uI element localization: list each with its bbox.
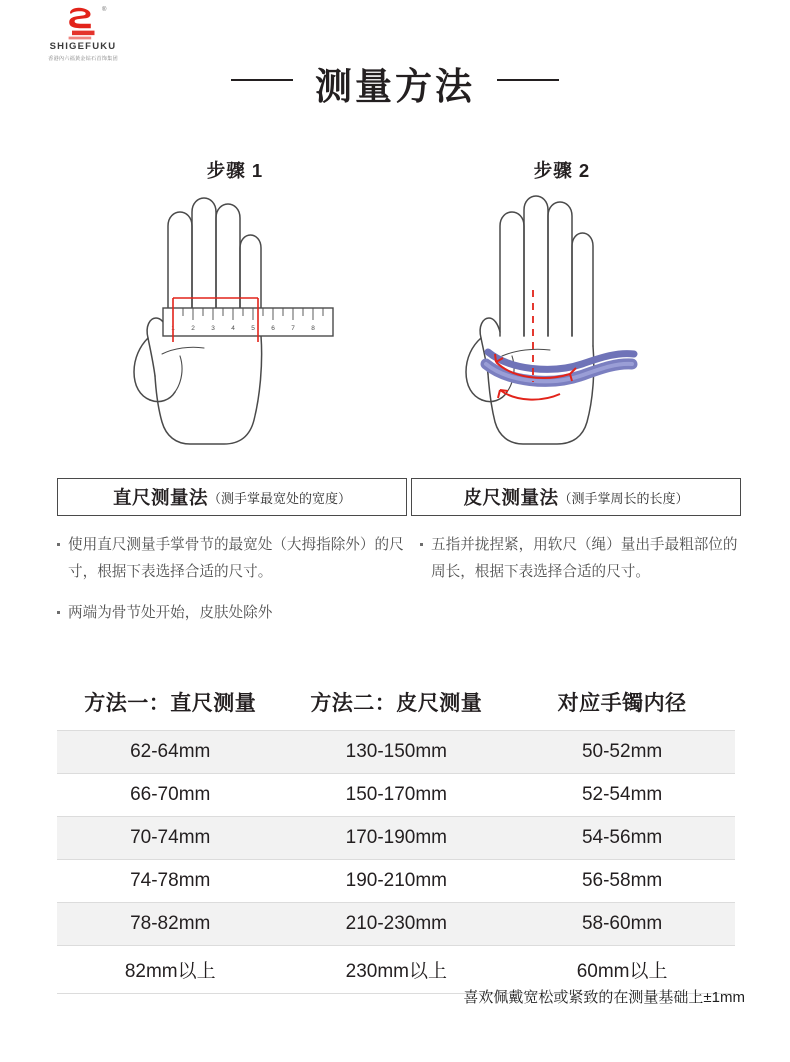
- svg-text:8: 8: [311, 325, 315, 332]
- table-header-cell: 方法一：直尺测量: [84, 692, 257, 715]
- step-2-label: 步骤 2: [533, 160, 591, 181]
- svg-text:4: 4: [231, 325, 235, 332]
- method-2-title: 皮尺测量法: [463, 487, 559, 508]
- table-cell: 130-150mm: [283, 731, 509, 774]
- method-2-note: （测手掌周长的长度）: [558, 490, 689, 506]
- method-1-note: （测手掌最宽处的宽度）: [208, 490, 352, 506]
- title-rule-left: [231, 79, 293, 81]
- method-1-bullets: [57, 532, 409, 641]
- title-rule-right: [497, 79, 559, 81]
- table-cell: 78-82mm: [57, 903, 283, 946]
- svg-text:2: 2: [191, 325, 195, 332]
- hand-with-tape-measure-illustration: [400, 186, 720, 456]
- table-cell: 170-190mm: [283, 817, 509, 860]
- table-cell: 190-210mm: [283, 860, 509, 903]
- table-cell: 66-70mm: [57, 774, 283, 817]
- table-cell: 56-58mm: [509, 860, 735, 903]
- step-1-label: 步骤 1: [206, 160, 264, 181]
- table-row: [57, 903, 735, 946]
- table-cell: 82mm以上: [57, 946, 283, 994]
- list-item: 使用直尺测量手掌骨节的最宽处（大拇指除外）的尺寸，根据下表选择合适的尺寸。: [57, 532, 409, 586]
- list-item: 两端为骨节处开始，皮肤处除外: [57, 600, 409, 627]
- table-header-cell: 对应手镯内径: [557, 692, 687, 715]
- method-1-box: [57, 478, 407, 516]
- table-cell: 54-56mm: [509, 817, 735, 860]
- hand-with-straight-ruler-illustration: [78, 186, 398, 456]
- svg-text:5: 5: [251, 325, 255, 332]
- page-title-text: 测量方法: [315, 66, 475, 107]
- ruler-graphic: [163, 308, 333, 336]
- method-2-box: [411, 478, 741, 516]
- size-table: [57, 682, 735, 994]
- method-1-title: 直尺测量法: [112, 487, 208, 508]
- list-item: 五指并拢捏紧，用软尺（绳）量出手最粗部位的周长，根据下表选择合适的尺寸。: [420, 532, 745, 586]
- table-row: [57, 817, 735, 860]
- registered-trademark-icon: ®: [102, 7, 107, 13]
- table-row: [57, 860, 735, 903]
- table-header-cell: 方法二：皮尺测量: [310, 692, 483, 715]
- table-cell: 74-78mm: [57, 860, 283, 903]
- page-title: [0, 56, 790, 110]
- table-cell: 230mm以上: [283, 946, 509, 994]
- brand-subtitle: 香港內六福黃金钻石首饰集团: [48, 56, 118, 62]
- method-2-bullets: [420, 532, 745, 600]
- table-cell: 50-52mm: [509, 731, 735, 774]
- table-cell: 60mm以上: [509, 946, 735, 994]
- table-cell: 210-230mm: [283, 903, 509, 946]
- logo-s-icon: [66, 6, 107, 40]
- svg-text:1: 1: [171, 325, 175, 332]
- table-header-row: [57, 682, 735, 731]
- table-row: [57, 774, 735, 817]
- svg-text:7: 7: [291, 325, 295, 332]
- svg-text:3: 3: [211, 325, 215, 332]
- svg-text:6: 6: [271, 325, 275, 332]
- brand-name: SHIGEFUKU: [49, 41, 117, 52]
- table-cell: 58-60mm: [509, 903, 735, 946]
- table-row: [57, 731, 735, 774]
- table-cell: 62-64mm: [57, 731, 283, 774]
- table-cell: 52-54mm: [509, 774, 735, 817]
- table-cell: 150-170mm: [283, 774, 509, 817]
- footnote: 喜欢佩戴宽松或紧致的在测量基础上±1mm: [463, 989, 745, 1006]
- table-cell: 70-74mm: [57, 817, 283, 860]
